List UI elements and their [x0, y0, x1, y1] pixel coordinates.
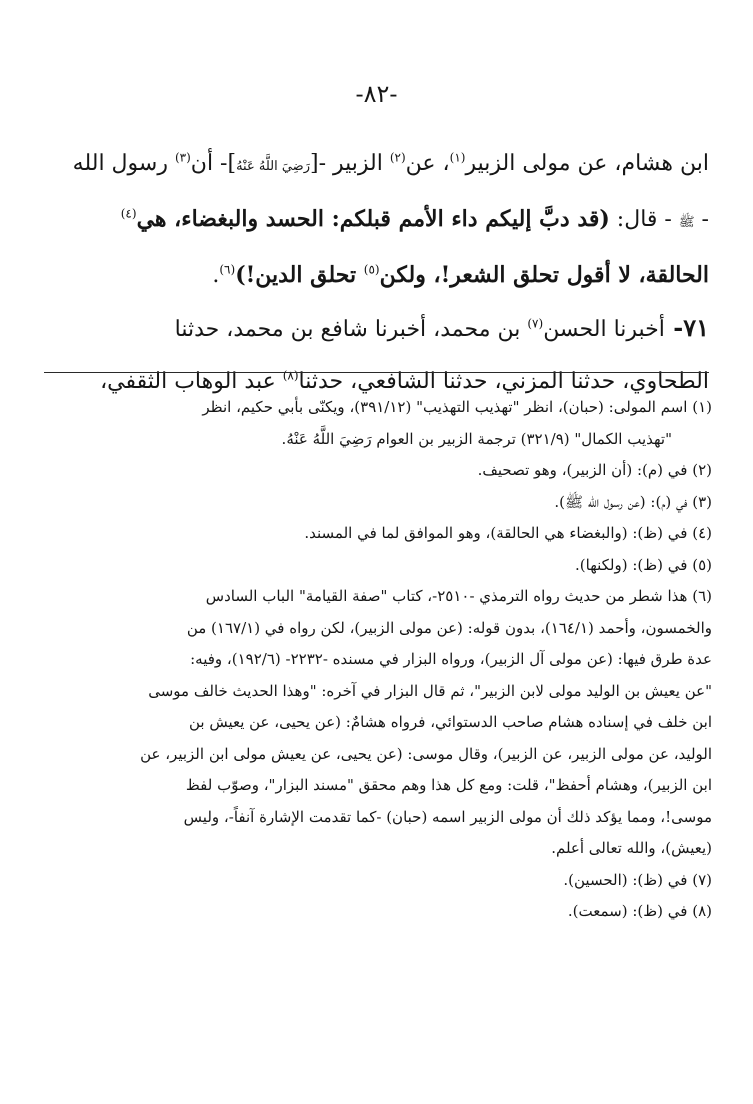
footnote-7 — [44, 865, 712, 897]
text-segment: . — [212, 263, 220, 288]
footnote-text: هذا شطر من حديث رواه الترمذي -٢٥١٠-، كتاب "صفة القيامة" الباب السادس — [205, 587, 688, 605]
footnote-text: في (ظ): (ولكنها). — [575, 555, 688, 574]
paragraph-hadith-70 — [44, 138, 709, 302]
footnote-3 — [44, 487, 712, 519]
text-line — [44, 193, 709, 249]
footnote-ref-3: (٣) — [174, 150, 191, 165]
text-segment: بن محمد، أخبرنا شافع بن محمد، حدثنا — [174, 317, 528, 342]
footnote-line — [44, 392, 712, 424]
footnote-ref-2: (٢) — [389, 150, 406, 165]
footnote-line: "تهذيب الكمال" (٣٢١/٩) ترجمة الزبير بن العوام رَضِيَ اللَّهُ عَنْهُ. — [281, 429, 672, 448]
footnote-text: في (م): (أن الزبير)، وهو تصحيف. — [477, 461, 688, 479]
hadith-quote: تحلق الدين!) — [235, 262, 364, 288]
footnote-ref-8: (٨) — [282, 368, 299, 383]
main-text — [44, 138, 709, 408]
footnote-text: في (ظ): (سمعت). — [567, 902, 688, 920]
text-segment: ، عن — [405, 151, 450, 176]
text-segment: الطحاوي، حدثنا المزني، حدثنا الشافعي، حدثنا — [298, 369, 709, 394]
footnote-5 — [44, 550, 712, 582]
footnote-line — [44, 581, 712, 613]
text-segment: عبد الوهاب الثقفي، — [100, 369, 283, 394]
page-number: -٨٢- — [355, 80, 398, 108]
footnote-line: ابن خلف في إسناده هشام صاحب الدستوائي، فرواه هشامٌ: (عن يحيى، عن يعيش بن — [188, 713, 712, 731]
footnote-text: في (م): (عن رسول الله ﷺ). — [554, 492, 688, 511]
footnote-4 — [44, 518, 712, 550]
footnote-6 — [44, 581, 712, 865]
footnote-ref-6: (٦) — [219, 262, 236, 277]
footnote-marker: (٢) — [692, 461, 712, 479]
footnote-ref-5: (٥) — [363, 262, 380, 277]
footnote-ref-7: (٧) — [527, 316, 544, 331]
hadith-quote: (قد دبَّ إليكم داء الأمم قبلكم: الحسد والبغضاء، هي — [136, 206, 610, 232]
hadith-quote: الحالقة، لا أقول تحلق الشعر!، ولكن — [379, 262, 709, 288]
honorific-glyph: رَضِيَ اللَّهُ عَنْهُ — [236, 159, 310, 174]
text-line — [44, 302, 709, 356]
text-segment: ]- أن — [190, 151, 237, 176]
footnote-marker: (٨) — [692, 902, 712, 920]
footnote-ref-1: (١) — [449, 150, 466, 165]
footnotes — [44, 392, 712, 928]
footnote-divider — [44, 372, 709, 373]
footnote-text: في (ظ): (الحسين). — [563, 870, 688, 889]
footnote-marker: (١) — [692, 398, 712, 416]
footnote-marker: (٤) — [692, 524, 712, 542]
footnote-text: اسم المولى: (حبان)، انظر "تهذيب التهذيب" (٣٩١/١٢)، ويكنّى بأبي حكيم، انظر — [202, 398, 688, 416]
footnote-8 — [44, 896, 712, 928]
text-line — [44, 249, 709, 302]
footnote-line: الوليد، عن مولى الزبير، عن الزبير)، وقال موسى: (عن يحيى، عن يعيش مولى ابن الزبير، عن — [140, 744, 712, 763]
footnote-marker: (٥) — [692, 555, 712, 574]
text-segment: رسول الله — [72, 151, 175, 176]
footnote-1 — [44, 392, 712, 455]
text-segment: الزبير -[ — [309, 151, 390, 176]
footnote-marker: (٧) — [692, 870, 712, 889]
footnote-line: (يعيش)، والله تعالى أعلم. — [551, 839, 712, 857]
text-segment: - — [694, 207, 709, 232]
text-segment: - قال: — [609, 207, 679, 232]
text-segment: أخبرنا الحسن — [543, 317, 665, 342]
footnote-line: ابن الزبير)، وهشام أحفظ"، قلت: ومع كل هذا وهم محقق "مسند البزار"، وصوّب لفظ — [185, 776, 712, 794]
footnote-text: في (ظ): (والبغضاء هي الحالقة)، وهو الموافق لما في المسند. — [304, 524, 688, 542]
text-line — [44, 138, 709, 193]
text-segment: ابن هشام، عن مولى الزبير — [465, 151, 709, 176]
footnote-2 — [44, 455, 712, 487]
salla-glyph: ﷺ — [678, 215, 695, 230]
footnote-line: عدة طرق فيها: (عن مولى آل الزبير)، ورواه البزار في مسنده -٢٢٣٢- (١٩٢/٦)، وفيه: — [190, 650, 712, 668]
footnote-line: "عن يعيش بن الوليد مولى لابن الزبير"، ثم قال البزار في آخره: "وهذا الحديث خالف موسى — [148, 681, 712, 700]
footnote-marker: (٦) — [692, 587, 712, 605]
footnote-marker: (٣) — [692, 492, 712, 511]
hadith-number: ٧١- — [664, 313, 709, 342]
footnote-ref-4: (٤) — [120, 206, 137, 221]
footnote-line: موسى!، ومما يؤكد ذلك أن مولى الزبير اسمه (حبان) -كما تقدمت الإشارة آنفاً-، وليس — [183, 807, 712, 826]
footnote-line: والخمسون، وأحمد (١٦٤/١)، بدون قوله: (عن مولى الزبير)، لكن رواه في (١٦٧/١) من — [186, 618, 712, 637]
